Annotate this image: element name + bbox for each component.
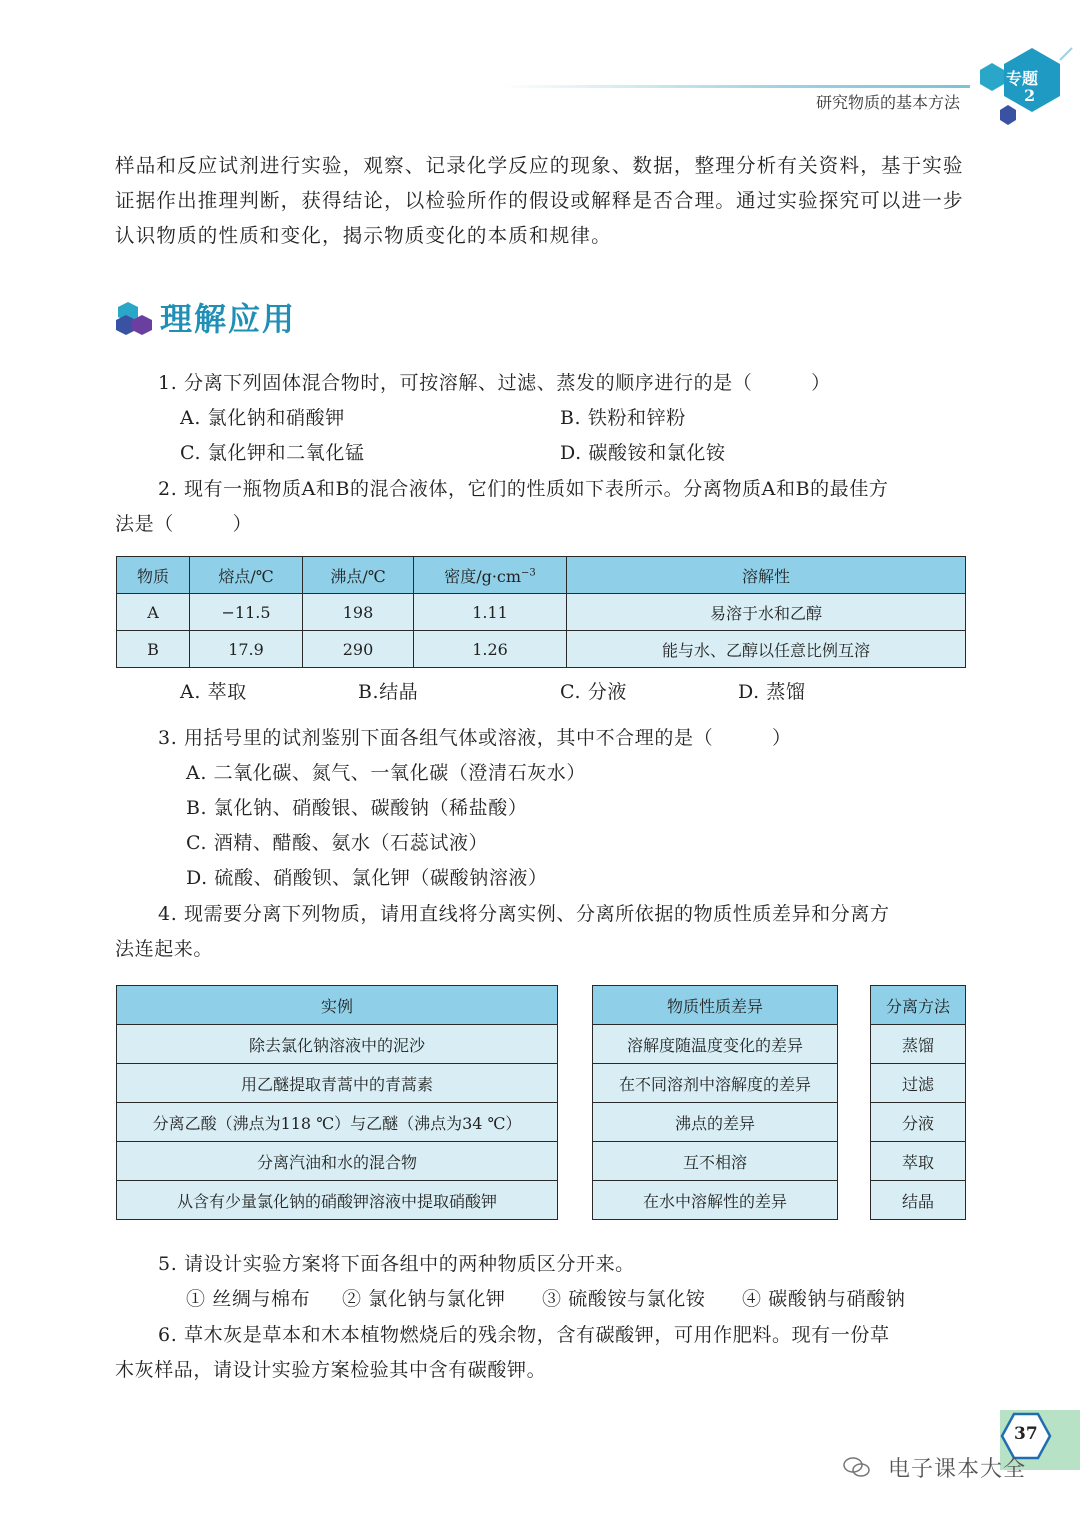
q6-line2: 木灰样品，请设计实验方案检验其中含有碳酸钾。	[115, 1359, 547, 1381]
method-item: 过滤	[871, 1064, 966, 1103]
col-header: 沸点/℃	[303, 557, 414, 594]
density-exponent: −3	[521, 567, 536, 579]
table-cell: 易溶于水和乙醇	[567, 594, 966, 631]
differences-header: 物质性质差异	[593, 986, 838, 1025]
col-header	[414, 557, 567, 594]
q6-line1: 6. 草木灰是草本和木本植物燃烧后的残余物，含有碳酸钾，可用作肥料。现有一份草	[158, 1324, 890, 1346]
method-item: 萃取	[871, 1142, 966, 1181]
difference-item: 互不相溶	[593, 1142, 838, 1181]
table-cell: 17.9	[190, 631, 303, 668]
q2-option-d: D. 蒸馏	[738, 681, 806, 703]
wechat-icon	[842, 1454, 872, 1480]
table-header-row	[117, 557, 966, 594]
q1-option-a: A. 氯化钠和硝酸钾	[180, 407, 345, 429]
q3-stem: 3. 用括号里的试剂鉴别下面各组气体或溶液，其中不合理的是（ ）	[158, 727, 792, 749]
col-header: 溶解性	[567, 557, 966, 594]
example-item: 分离汽油和水的混合物	[117, 1142, 558, 1181]
density-header-label: 密度/g·cm	[444, 566, 522, 586]
table-row	[117, 594, 966, 631]
table-row	[117, 631, 966, 668]
q3-option-a: A. 二氧化碳、氮气、一氧化碳（澄清石灰水）	[186, 762, 587, 784]
table-cell: 198	[303, 594, 414, 631]
examples-table	[116, 985, 558, 1220]
example-item: 从含有少量氯化钠的硝酸钾溶液中提取硝酸钾	[117, 1181, 558, 1220]
table-cell: 1.26	[414, 631, 567, 668]
difference-item: 在水中溶解性的差异	[593, 1181, 838, 1220]
q4-stem-line2: 法连起来。	[115, 938, 214, 960]
examples-header: 实例	[117, 986, 558, 1025]
q1-option-d: D. 碳酸铵和氯化铵	[560, 442, 726, 464]
q5-item: ③ 硫酸铵与氯化铵	[542, 1288, 706, 1310]
method-item: 蒸馏	[871, 1025, 966, 1064]
q1-stem: 1. 分离下列固体混合物时，可按溶解、过滤、蒸发的顺序进行的是（ ）	[158, 372, 831, 394]
method-item: 结晶	[871, 1181, 966, 1220]
difference-item: 溶解度随温度变化的差异	[593, 1025, 838, 1064]
q2-stem-line2: 法是（ ）	[115, 513, 253, 535]
table-cell: B	[117, 631, 190, 668]
chapter-subtitle: 研究物质的基本方法	[815, 93, 960, 112]
col-header: 物质	[117, 557, 190, 594]
difference-item: 沸点的差异	[593, 1103, 838, 1142]
q3-option-d: D. 硫酸、硝酸钡、氯化钾（碳酸钠溶液）	[186, 867, 548, 889]
methods-table	[870, 985, 966, 1220]
q2-option-c: C. 分液	[560, 681, 627, 703]
example-item: 除去氯化钠溶液中的泥沙	[117, 1025, 558, 1064]
q5-item: ④ 碳酸钠与硝酸钠	[742, 1288, 906, 1310]
header-divider	[500, 85, 970, 88]
q3-option-c: C. 酒精、醋酸、氨水（石蕊试液）	[186, 832, 489, 854]
col-header: 熔点/℃	[190, 557, 303, 594]
table-cell: A	[117, 594, 190, 631]
example-item: 分离乙酸（沸点为118 ℃）与乙醚（沸点为34 ℃）	[117, 1103, 558, 1142]
q5-item: ② 氯化钠与氯化钾	[342, 1288, 506, 1310]
q5-item: ① 丝绸与棉布	[186, 1288, 311, 1310]
table-cell: 能与水、乙醇以任意比例互溶	[567, 631, 966, 668]
q2-stem-line1: 2. 现有一瓶物质A和B的混合液体，它们的性质如下表所示。分离物质A和B的最佳方	[158, 478, 889, 500]
intro-paragraph: 样品和反应试剂进行实验，观察、记录化学反应的现象、数据，整理分析有关资料，基于实验证据作出推理判断，获得结论，以检验所作的假设或解释是否合理。通过实验探究可以进一步认识物质的性质和变化，揭示物质变化的本质和规律。	[115, 154, 964, 247]
difference-item: 在不同溶剂中溶解度的差异	[593, 1064, 838, 1103]
table-cell: −11.5	[190, 594, 303, 631]
topic-number: 2	[1024, 86, 1036, 105]
properties-table	[116, 556, 966, 668]
page-number: 37	[1014, 1424, 1038, 1444]
q2-option-b: B.结晶	[358, 681, 419, 703]
watermark: 电子课本大全	[888, 1457, 1027, 1482]
q3-option-b: B. 氯化钠、硝酸银、碳酸钠（稀盐酸）	[186, 797, 528, 819]
differences-table	[592, 985, 838, 1220]
methods-header: 分离方法	[871, 986, 966, 1025]
table-cell: 290	[303, 631, 414, 668]
q5-stem: 5. 请设计实验方案将下面各组中的两种物质区分开来。	[158, 1253, 635, 1275]
section-cubes-icon	[114, 300, 156, 336]
q2-option-a: A. 萃取	[180, 681, 247, 703]
topic-label: 专题	[1006, 69, 1039, 88]
example-item: 用乙醚提取青蒿中的青蒿素	[117, 1064, 558, 1103]
q1-option-c: C. 氯化钾和二氧化锰	[180, 442, 365, 464]
table-cell: 1.11	[414, 594, 567, 631]
q1-option-b: B. 铁粉和锌粉	[560, 407, 686, 429]
method-item: 分液	[871, 1103, 966, 1142]
section-title: 理解应用	[160, 300, 297, 338]
q4-stem-line1: 4. 现需要分离下列物质，请用直线将分离实例、分离所依据的物质性质差异和分离方	[158, 903, 890, 925]
